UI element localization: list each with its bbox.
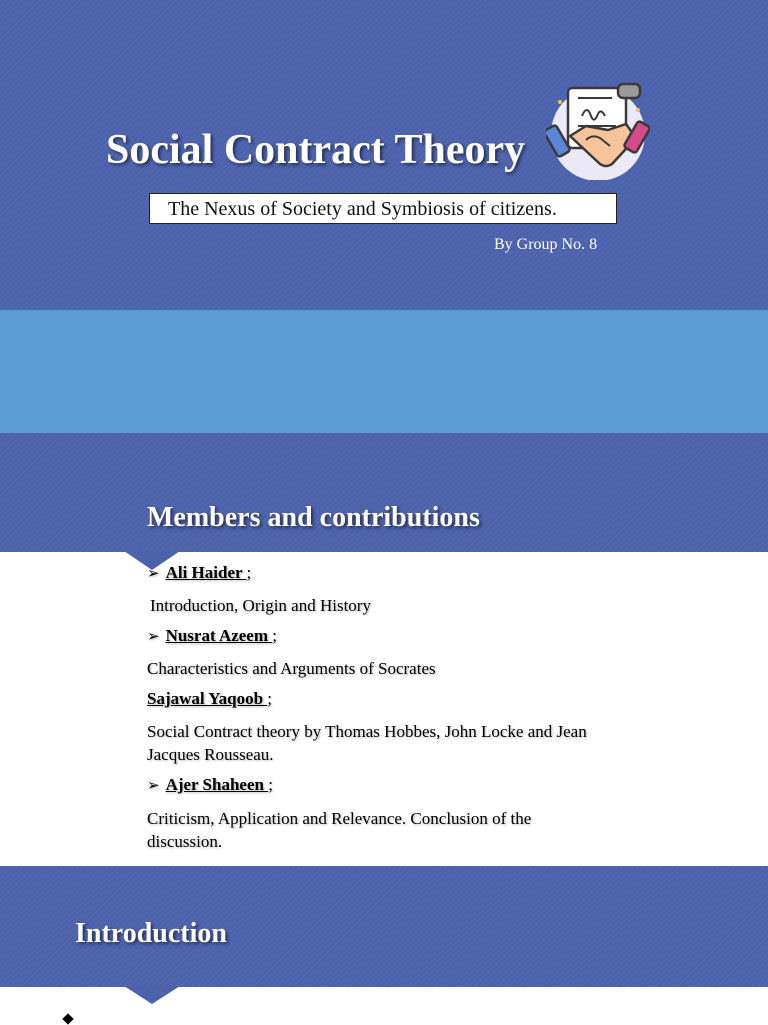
intro-header-notch: [124, 986, 180, 1004]
members-header-band: [0, 433, 768, 552]
member-contribution: Criticism, Application and Relevance. Conclusion of the discussion.: [147, 809, 532, 851]
slide-title: Social Contract Theory: [106, 127, 526, 173]
member-contribution: Introduction, Origin and History: [150, 596, 371, 615]
arrow-bullet-icon: ➢: [147, 776, 160, 794]
member-contribution: Social Contract theory by Thomas Hobbes, John Locke and Jean Jacques Rousseau.: [147, 722, 587, 764]
member-name: [147, 563, 251, 583]
intro-heading: Introduction: [75, 918, 227, 949]
diamond-bullet-icon: [62, 1013, 73, 1024]
member-name: [147, 775, 273, 795]
member-separator: ;: [267, 689, 273, 708]
member-contribution: Characteristics and Arguments of Socrates: [147, 659, 436, 678]
member-name-text: Ali Haider: [165, 563, 247, 582]
blank-slide-band: [0, 310, 768, 433]
member-separator: ;: [246, 563, 252, 582]
member-name-text: Nusrat Azeem: [165, 626, 273, 645]
member-separator: ;: [272, 626, 278, 645]
subtitle-box: The Nexus of Society and Symbiosis of citizens.: [149, 193, 617, 224]
member-name-text: Sajawal Yaqoob: [147, 689, 268, 708]
members-heading: Members and contributions: [147, 502, 480, 533]
arrow-bullet-icon: ➢: [147, 564, 160, 582]
member-separator: ;: [268, 775, 273, 794]
member-name-text: Ajer Shaheen: [165, 775, 269, 794]
arrow-bullet-icon: ➢: [147, 627, 160, 645]
byline: By Group No. 8: [494, 236, 598, 253]
handshake-contract-icon: [546, 80, 650, 180]
member-name: [147, 689, 272, 709]
member-name: [147, 626, 277, 646]
